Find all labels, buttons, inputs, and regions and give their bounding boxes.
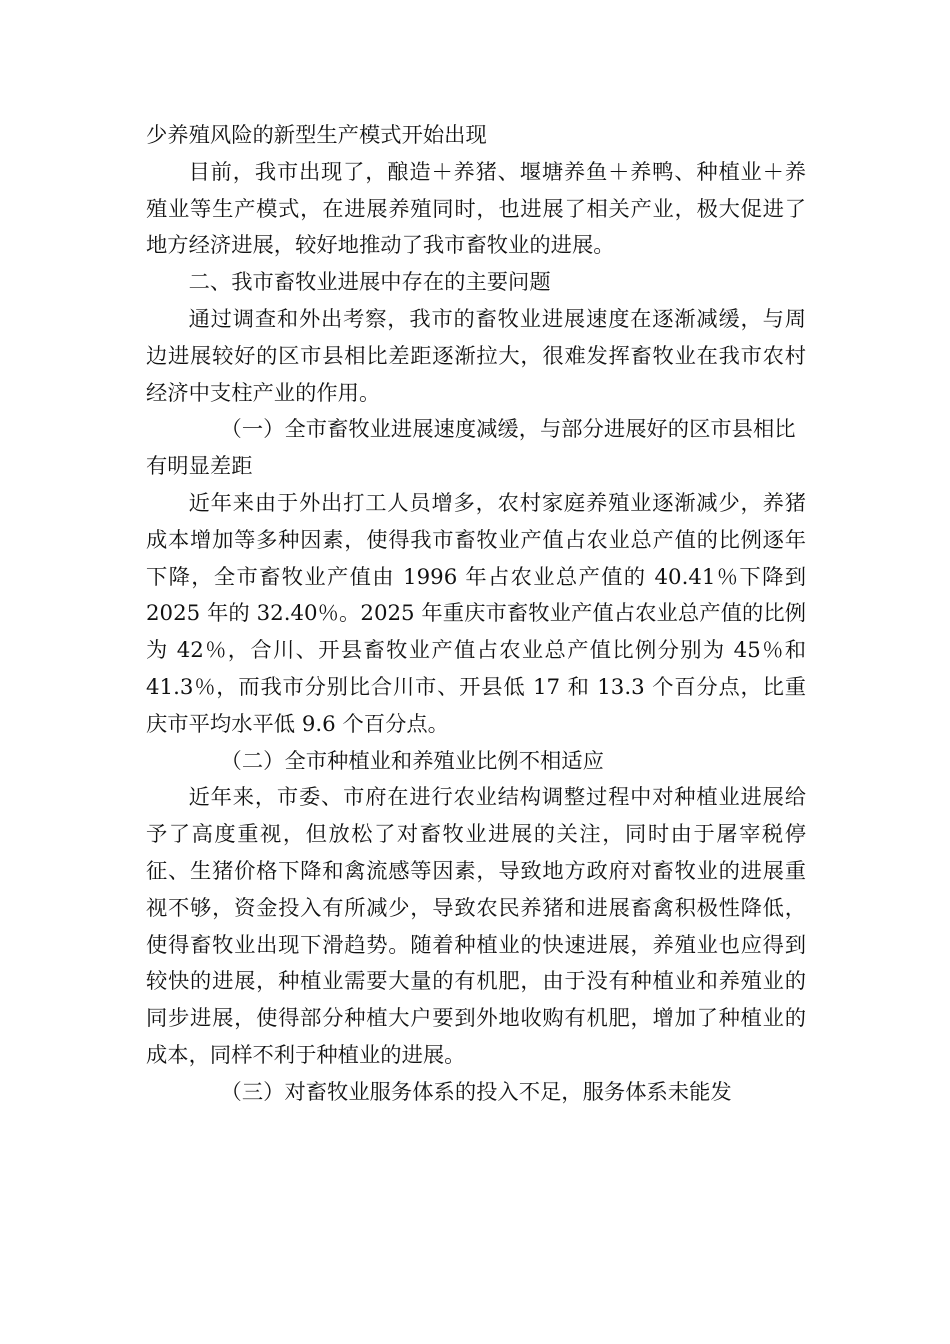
- section-heading-main-problems: 二、我市畜牧业进展中存在的主要问题: [188, 270, 551, 296]
- body-paragraph-policy-neglect: 近年来，市委、市府在进行农业结构调整过程中对种植业进展给予了高度重视，但放松了对畜牧业进展的关注，同时由于屠宰税停征、生猪价格下降和禽流感等因素，导致地方政府对畜牧业的进展重视不够，资金投入有所减少，导致农民养猪和进展畜禽积极性降低，使得畜牧业出现下滑趋势。随着种植业的快速进展，养殖业也应得到较快的进展，种植业需要大量的有机肥，由于没有种植业和养殖业的同步进展，使得部分种植大户要到外地收购有机肥，增加了种植业的成本，同样不利于种植业的进展。: [146, 785, 806, 1068]
- body-paragraph-survey-findings: 通过调查和外出考察，我市的畜牧业进展速度在逐渐减缓，与周边进展较好的区市县相比差距逐渐拉大，很难发挥畜牧业在我市农村经济中支柱产业的作用。: [146, 306, 806, 406]
- subheading-growth-slowdown: （一）全市畜牧业进展速度减缓，与部分进展好的区市县相比有明显差距: [146, 417, 796, 480]
- body-paragraph-production-models: 目前，我市出现了，酿造＋养猪、堰塘养鱼＋养鸭、种植业＋养殖业等生产模式，在进展养殖同时，也进展了相关产业，极大促进了地方经济进展，较好地推动了我市畜牧业的进展。: [146, 159, 806, 259]
- continuation-paragraph: 少养殖风险的新型生产模式开始出现: [146, 123, 487, 148]
- body-paragraph-output-decline: 近年来由于外出打工人员增多，农村家庭养殖业逐渐减少，养猪成本增加等多种因素，使得我市畜牧业产值占农业总产值的比例逐年下降，全市畜牧业产值由 1996 年占农业总产值的 40.41％下降到 2025 年的 32.40％。2025 年重庆市畜牧业产值占农业总产值的比例为 42％，合川、开县畜牧业产值占农业总产值比例分别为 45％和 41.3％，而我市分别比合川市、开县低 17 和 13.3 个百分点，比重庆市平均水平低 9.6 个百分点。: [146, 490, 806, 737]
- subheading-sector-imbalance: （二）全市种植业和养殖业比例不相适应: [220, 748, 604, 774]
- subheading-service-investment: （三）对畜牧业服务体系的投入不足，服务体系未能发: [220, 1079, 732, 1105]
- document-body: [146, 118, 806, 1112]
